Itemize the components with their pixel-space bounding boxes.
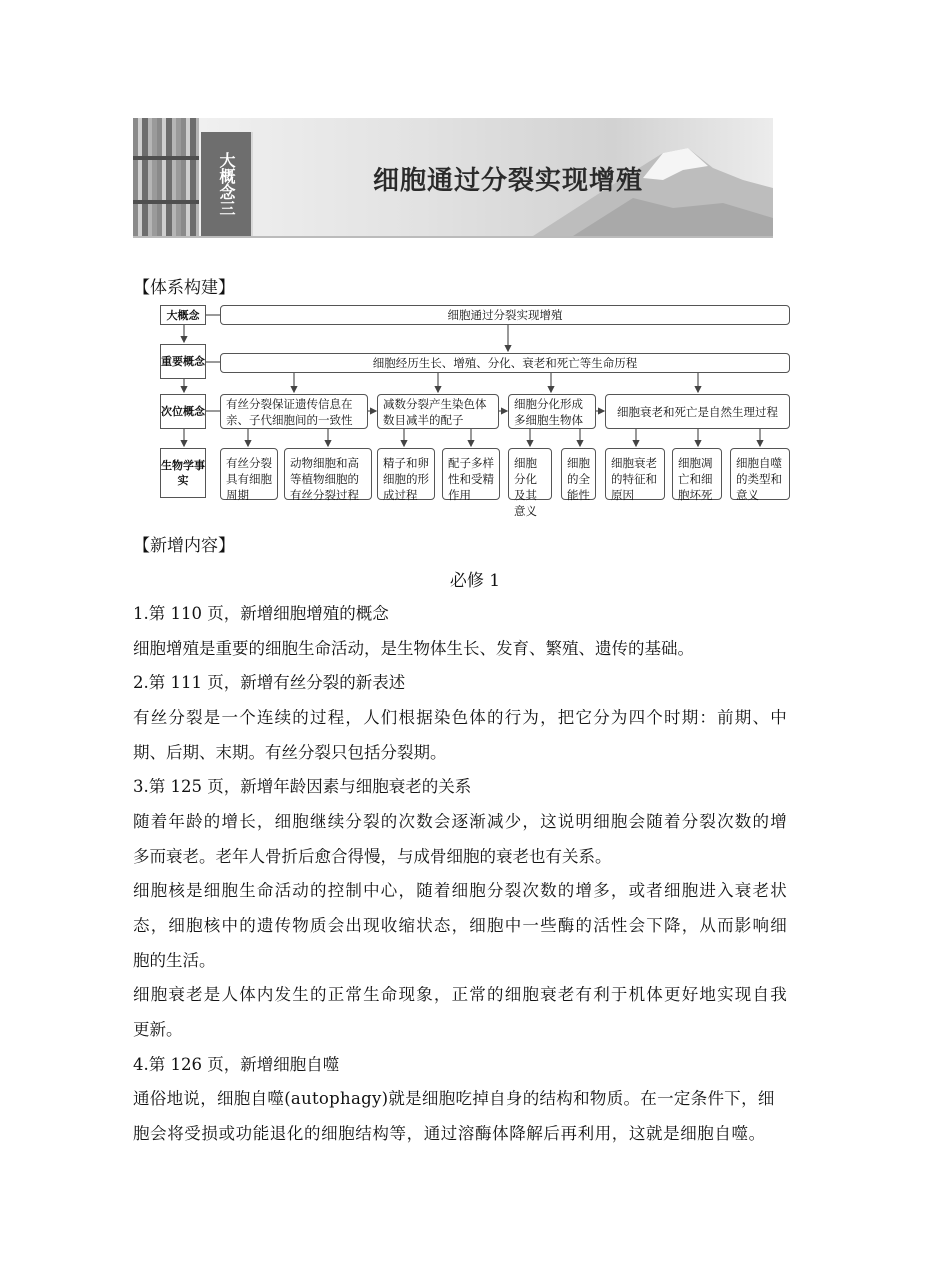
paragraph-line: 胞会将受损或功能退化的细胞结构等，通过溶酶体降解后再利用，这就是细胞自噬。	[133, 1124, 766, 1143]
paragraph-line: 细胞核是细胞生命活动的控制中心，随着细胞分裂次数的增多，或者细胞进入衰老状	[133, 881, 788, 900]
heading-item-2: 2.第 111 页，新增有丝分裂的新表述	[133, 673, 406, 692]
heading-item-1: 1.第 110 页，新增细胞增殖的概念	[133, 604, 389, 623]
heading-item-4: 4.第 126 页，新增细胞自噬	[133, 1055, 340, 1074]
fact-box-autophagy: 细胞自噬的类型和意义	[730, 448, 790, 500]
secondary-box-mitosis: 有丝分裂保证遗传信息在亲、子代细胞间的一致性	[220, 394, 368, 429]
row-label-secondary-concept: 次位概念	[160, 394, 206, 429]
fact-box-gamete-formation: 精子和卵细胞的形成过程	[377, 448, 435, 500]
row-label-important-concept: 重要概念	[160, 344, 206, 379]
paragraph-line: 更新。	[133, 1020, 183, 1039]
fact-box-mitosis-process: 动物细胞和高等植物细胞的有丝分裂过程	[284, 448, 372, 500]
fact-box-aging-features: 细胞衰老的特征和原因	[605, 448, 665, 500]
row-label-biology-facts: 生物学事实	[160, 448, 206, 498]
paragraph-line: 通俗地说，细胞自噬(autophagy)就是细胞吃掉自身的结构和物质。在一定条件下，细	[133, 1089, 775, 1108]
paragraph-line: 态，细胞核中的遗传物质会出现收缩状态，细胞中一些酶的活性会下降，从而影响细	[133, 916, 788, 935]
section-heading-system: 【体系构建】	[133, 278, 235, 298]
chapter-banner	[133, 118, 773, 236]
fact-box-apoptosis: 细胞凋亡和细胞坏死	[672, 448, 722, 500]
paragraph-line: 随着年龄的增长，细胞继续分裂的次数会逐渐减少，这说明细胞会随着分裂次数的增	[133, 812, 788, 831]
section-heading-new-content: 【新增内容】	[133, 536, 235, 556]
paragraph-line: 细胞增殖是重要的细胞生命活动，是生物体生长、发育、繁殖、遗传的基础。	[133, 639, 694, 658]
row-label-big-concept: 大概念	[160, 305, 206, 325]
paragraph-line: 多而衰老。老年人骨折后愈合得慢，与成骨细胞的衰老也有关系。	[133, 847, 612, 866]
fact-box-cell-cycle: 有丝分裂具有细胞周期	[220, 448, 278, 500]
paragraph-line: 细胞衰老是人体内发生的正常生命现象，正常的细胞衰老有利于机体更好地实现自我	[133, 985, 788, 1004]
secondary-box-meiosis: 减数分裂产生染色体数目减半的配子	[377, 394, 499, 429]
big-concept-box: 细胞通过分裂实现增殖	[220, 305, 790, 325]
book-title: 必修 1	[449, 571, 501, 591]
concept-diagram	[158, 303, 794, 518]
bamboo-image	[133, 118, 199, 236]
chapter-title: 细胞通过分裂实现增殖	[373, 166, 644, 196]
chapter-tag: 大概念三	[201, 132, 251, 236]
secondary-box-differentiation: 细胞分化形成多细胞生物体	[508, 394, 596, 429]
fact-box-differentiation: 细胞分化及其意义	[508, 448, 552, 500]
fact-box-fertilization: 配子多样性和受精作用	[442, 448, 500, 500]
paragraph-line: 有丝分裂是一个连续的过程，人们根据染色体的行为，把它分为四个时期：前期、中	[133, 708, 788, 727]
paragraph-line: 胞的生活。	[133, 951, 216, 970]
important-concept-box: 细胞经历生长、增殖、分化、衰老和死亡等生命历程	[220, 353, 790, 373]
heading-item-3: 3.第 125 页，新增年龄因素与细胞衰老的关系	[133, 777, 472, 796]
fact-box-totipotency: 细胞的全能性	[561, 448, 596, 500]
secondary-box-aging-death: 细胞衰老和死亡是自然生理过程	[605, 394, 790, 429]
paragraph-line: 期、后期、末期。有丝分裂只包括分裂期。	[133, 743, 447, 762]
